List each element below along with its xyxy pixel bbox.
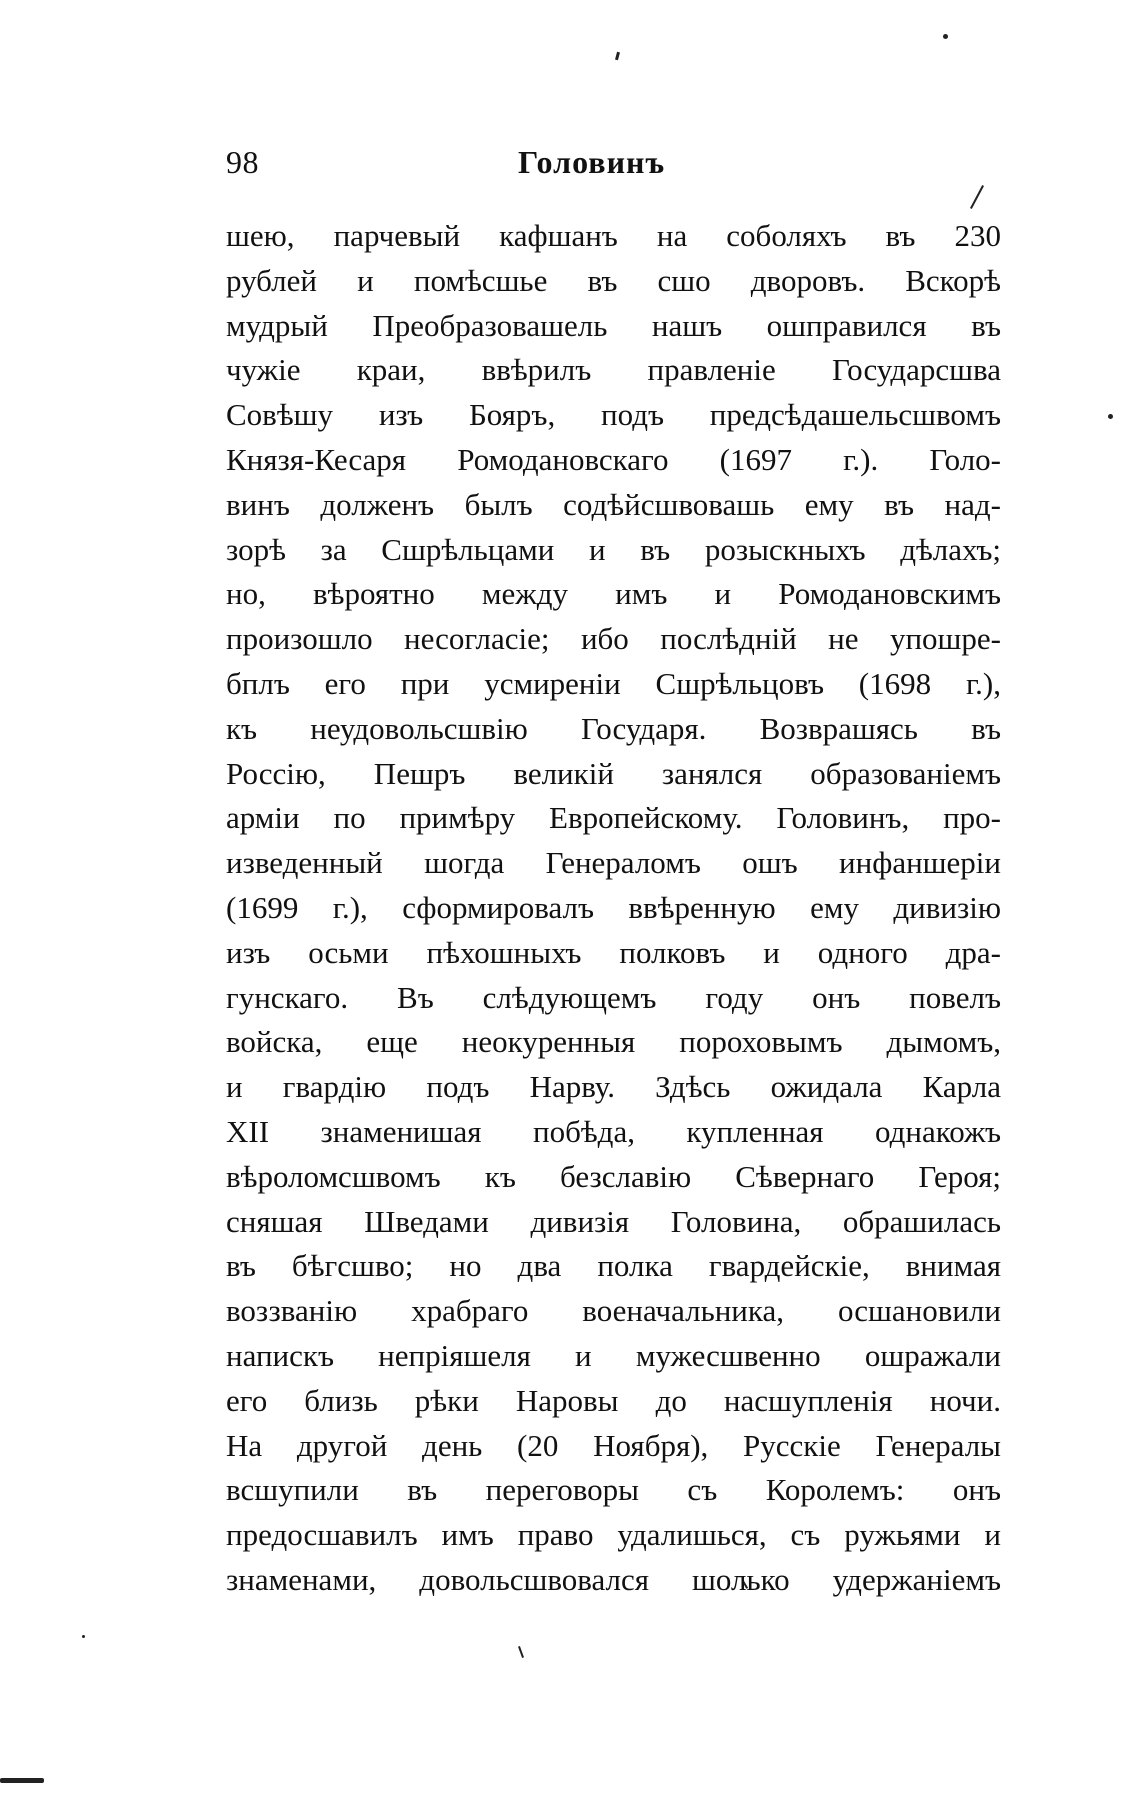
text-line: XII знаменишая побѣда, купленная однакожъ — [226, 1113, 1001, 1149]
text-line: арміи по примѣру Европейскому. Головинъ, про- — [226, 800, 1001, 836]
text-line: но, вѣроятно между имъ и Ромодановскимъ — [226, 576, 1001, 612]
text-line: Князя-Кесаря Ромодановскаго (1697 г.). Голо- — [226, 441, 1001, 477]
body-text — [226, 214, 1001, 1603]
text-line: (1699 г.), сформировалъ ввѣренную ему дивизію — [226, 889, 1001, 925]
text-line: знаменами, довольсшвовался шолько удержаніемъ — [226, 1561, 1001, 1597]
text-line: предосшавилъ имъ право удалишься, съ ружьями и — [226, 1517, 1001, 1553]
text-line: всшупили въ переговоры съ Королемъ: онъ — [226, 1472, 1001, 1508]
text-line: войска, еще неокуренныя пороховымъ дымомъ, — [226, 1024, 1001, 1060]
text-line: Россію, Пешръ великій занялся образованіемъ — [226, 755, 1001, 791]
text-line: гунскаго. Въ слѣдующемъ году онъ повелъ — [226, 979, 1001, 1015]
text-line: въ бѣгсшво; но два полка гвардейскіе, внимая — [226, 1248, 1001, 1284]
page-edge-mark — [0, 1778, 44, 1783]
page-number: 98 — [226, 144, 259, 180]
page-header — [226, 142, 996, 192]
ink-speck — [615, 52, 620, 61]
text-line: къ неудовольсшвію Государя. Возврашясь въ — [226, 710, 1001, 746]
text-line: вѣроломсшвомъ къ безславію Сѣвернаго Героя; — [226, 1158, 1001, 1194]
text-line: изведенный шогда Генераломъ ошъ инфаншеріи — [226, 845, 1001, 881]
text-line: произошло несогласіе; ибо послѣдній не упошре- — [226, 621, 1001, 657]
text-line: напискъ непріяшеля и мужесшвенно ошражали — [226, 1337, 1001, 1373]
ink-speck — [518, 1646, 524, 1658]
text-line: бплъ его при усмиреніи Сшрѣльцовъ (1698 г.), — [226, 665, 1001, 701]
ink-speck — [943, 34, 948, 39]
text-line: и гвардію подъ Нарву. Здѣсь ожидала Карла — [226, 1069, 1001, 1105]
text-line: шею, парчевый кафшанъ на соболяхъ въ 230 — [226, 218, 1001, 253]
text-line: рублей и помѣсшье въ сшо дворовъ. Вскорѣ — [226, 262, 1001, 298]
text-line: изъ осьми пѣхошныхъ полковъ и одного дра- — [226, 934, 1001, 970]
text-line: сняшая Шведами дивизія Головина, обрашилась — [226, 1203, 1001, 1239]
text-line: чужіе краи, ввѣрилъ правленіе Государсшва — [226, 352, 1001, 388]
ink-speck — [1108, 414, 1113, 419]
text-line: воззванію храбраго военачальника, осшановили — [226, 1293, 1001, 1329]
text-line: На другой день (20 Ноября), Русскіе Генералы — [226, 1427, 1001, 1463]
ink-speck — [82, 1635, 85, 1638]
text-line: его близь рѣки Наровы до насшупленія ночи. — [226, 1382, 1001, 1418]
text-line: зорѣ за Сшрѣльцами и въ розыскныхъ дѣлахъ; — [226, 531, 1001, 567]
text-line: винъ долженъ былъ содѣйсшвовашь ему въ над- — [226, 486, 1001, 522]
running-head: Головинъ — [518, 144, 666, 180]
text-line: мудрый Преобразовашель нашъ ошправился въ — [226, 307, 1001, 343]
text-line: Совѣшу изъ Бояръ, подъ предсѣдашельсшвомъ — [226, 397, 1001, 433]
